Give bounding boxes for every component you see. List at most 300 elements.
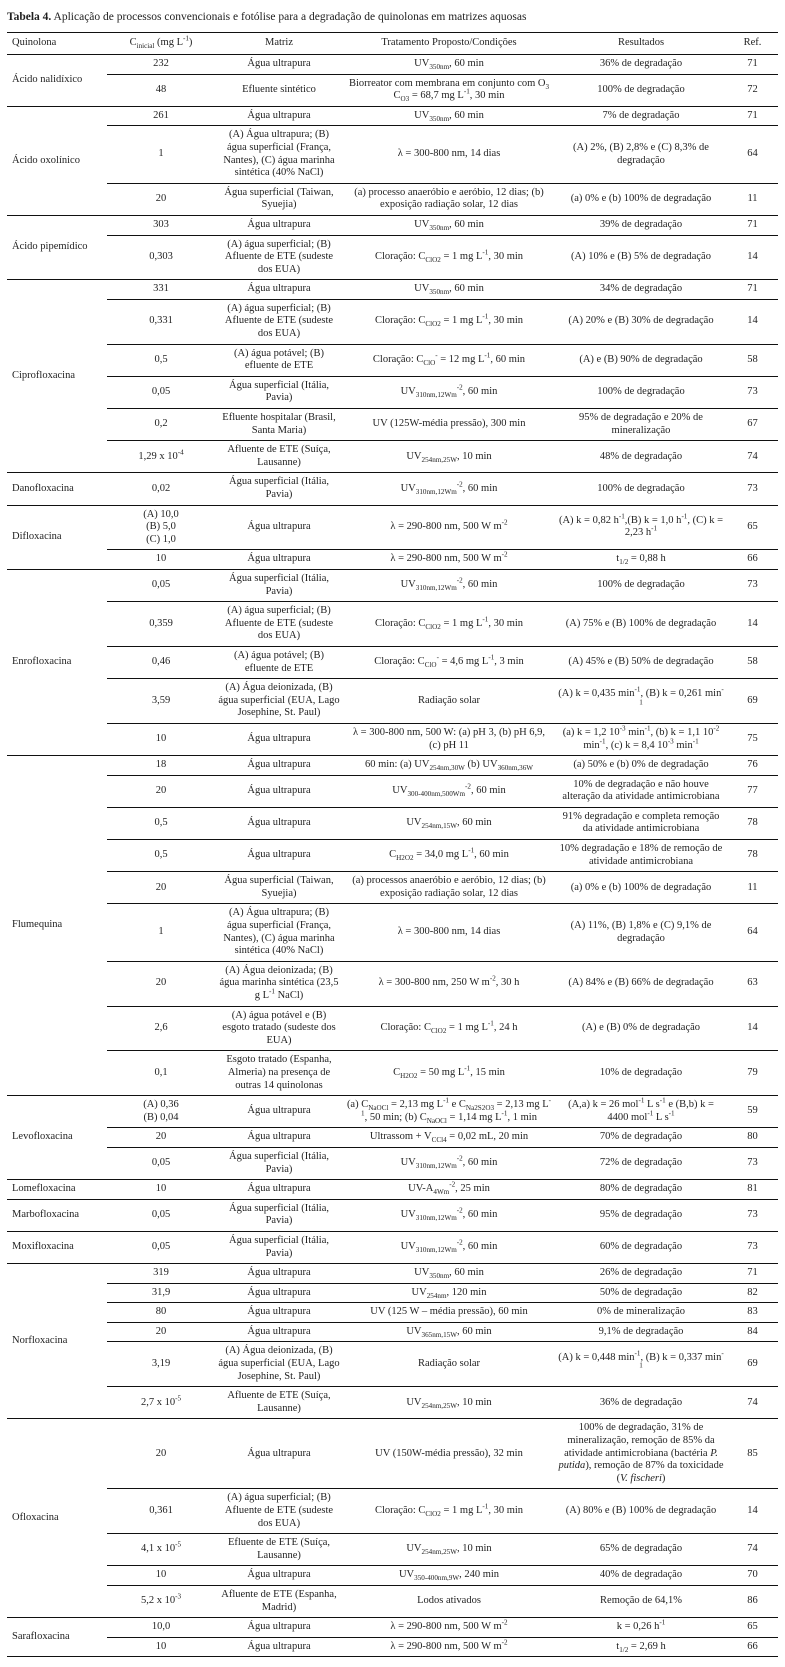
cell-tratamento: $UV_{310nm,12Wm}^{-2}$, 60 min (343, 1199, 555, 1231)
table-row (7, 569, 778, 601)
cell-quinolona: Enrofloxacina (7, 569, 107, 755)
cell-resultados: (A) 2%, (B) 2,8% e (C) 8,3% de degradação (555, 126, 727, 183)
cell-matriz: (A) Água deionizada, (B) água superficial (EUA, Lago Josephine, St. Paul) (215, 679, 343, 724)
cell-resultados: 100% de degradação (555, 473, 727, 505)
cell-resultados: 0% de mineralização (555, 1303, 727, 1323)
table-row (7, 376, 778, 408)
cell-resultados: (A) 80% e (B) 100% de degradação (555, 1489, 727, 1534)
cell-c-inicial: 20 (107, 1128, 215, 1148)
cell-c-inicial: 0,46 (107, 646, 215, 678)
cell-ref: 70 (727, 1566, 778, 1586)
table-row (7, 1419, 778, 1489)
cell-resultados: (a) k = 1,2 $10^{-3}$ $\min^{-1}$, (b) k = 1,1 $10^{-2}$ $\min^{-1}$, (c) k = 8,4 $10^{-3}$ $\min^{-1}$ (555, 723, 727, 755)
table-row (7, 1342, 778, 1387)
table-row (7, 646, 778, 678)
cell-resultados: 100% de degradação (555, 569, 727, 601)
cell-tratamento: λ = 290-800 nm, 500 W $m^{-2}$ (343, 505, 555, 550)
cell-c-inicial: 0,05 (107, 1199, 215, 1231)
cell-resultados: 9,1% de degradação (555, 1322, 727, 1342)
cell-quinolona: Sarafloxacina (7, 1618, 107, 1657)
cell-tratamento: Radiação solar (343, 1342, 555, 1387)
cell-matriz: Água superficial (Itália, Pavia) (215, 473, 343, 505)
cell-ref: 65 (727, 505, 778, 550)
cell-matriz: (A) água superficial; (B) Afluente de ETE (sudeste dos EUA) (215, 1489, 343, 1534)
cell-ref: 77 (727, 775, 778, 807)
table-row (7, 473, 778, 505)
table-row (7, 1637, 778, 1657)
cell-tratamento: Cloração: $C_{ClO2} = 1$ mg $L^{-1}$, 30 min (343, 602, 555, 647)
cell-ref: 65 (727, 1618, 778, 1638)
cell-tratamento: $UV_{350nm}$, 60 min (343, 1264, 555, 1284)
cell-c-inicial: 0,05 (107, 376, 215, 408)
cell-ref: 81 (727, 1180, 778, 1200)
cell-matriz: Água ultrapura (215, 106, 343, 126)
cell-ref: 78 (727, 807, 778, 839)
table-body (7, 54, 778, 1656)
cell-resultados: Remoção de 64,1% (555, 1585, 727, 1617)
cell-tratamento: UV (125W-média pressão), 300 min (343, 409, 555, 441)
cell-tratamento: Cloração: $C_{ClO}^- = 4,6$ mg $L^{-1}$, 3 min (343, 646, 555, 678)
cell-tratamento: $UV_{350nm}$, 60 min (343, 106, 555, 126)
table-row (7, 1585, 778, 1617)
cell-c-inicial: 20 (107, 1322, 215, 1342)
table-row (7, 183, 778, 215)
cell-tratamento: λ = 290-800 nm, 500 W $m^{-2}$ (343, 1618, 555, 1638)
cell-matriz: Água ultrapura (215, 1180, 343, 1200)
cell-c-inicial: 232 (107, 54, 215, 74)
cell-matriz: Água superficial (Itália, Pavia) (215, 376, 343, 408)
cell-resultados: 7% de degradação (555, 106, 727, 126)
cell-tratamento: Cloração: $C_{ClO2} = 1$ mg $L^{-1}$, 24 h (343, 1006, 555, 1051)
table-row (7, 74, 778, 106)
cell-c-inicial: 10 (107, 1566, 215, 1586)
cell-tratamento: $UV_{310nm,12Wm}^{-2}$, 60 min (343, 1231, 555, 1263)
cell-matriz: Água superficial (Itália, Pavia) (215, 1199, 343, 1231)
cell-matriz: Afluente de ETE (Suíça, Lausanne) (215, 1387, 343, 1419)
cell-matriz: Água ultrapura (215, 807, 343, 839)
cell-c-inicial: 10 (107, 1637, 215, 1657)
cell-matriz: Água ultrapura (215, 1322, 343, 1342)
cell-resultados: 95% de degradação e 20% de mineralização (555, 409, 727, 441)
table-row (7, 1566, 778, 1586)
table-row (7, 126, 778, 183)
cell-matriz: Água ultrapura (215, 775, 343, 807)
cell-tratamento: Ultrassom + $V_{CCl4} = 0,02$ mL, 20 min (343, 1128, 555, 1148)
cell-tratamento: (a) $C_{NaOCl} = 2,13$ mg $L^{-1}$ e $C_{Na2S2O3} = 2,13$ mg $L^{-1}$, 50 min; (b) $C_{NaOCl} = 1,14$ mg $L^{-1}$, 1 min (343, 1096, 555, 1128)
cell-ref: 83 (727, 1303, 778, 1323)
table-row (7, 1264, 778, 1284)
cell-c-inicial: 0,5 (107, 807, 215, 839)
table-row (7, 106, 778, 126)
cell-c-inicial: 10 (107, 1180, 215, 1200)
table-row (7, 807, 778, 839)
cell-resultados: 70% de degradação (555, 1128, 727, 1148)
cell-quinolona: Ácido oxolínico (7, 106, 107, 215)
cell-tratamento: λ = 300-800 nm, 500 W: (a) pH 3, (b) pH 6,9, (c) pH 11 (343, 723, 555, 755)
cell-tratamento: $UV-A_{4Wm}^{-2}$, 25 min (343, 1180, 555, 1200)
cell-matriz: (A) água potável; (B) efluente de ETE (215, 344, 343, 376)
table-row (7, 235, 778, 280)
table-row (7, 775, 778, 807)
cell-c-inicial: 48 (107, 74, 215, 106)
cell-c-inicial: 0,359 (107, 602, 215, 647)
cell-ref: 73 (727, 473, 778, 505)
cell-matriz: Água ultrapura (215, 1264, 343, 1284)
cell-tratamento: $UV_{254nm,25W}$, 10 min (343, 441, 555, 473)
cell-tratamento: λ = 300-800 nm, 14 dias (343, 126, 555, 183)
cell-tratamento: λ = 290-800 nm, 500 W $m^{-2}$ (343, 550, 555, 570)
cell-c-inicial: 0,2 (107, 409, 215, 441)
table-row (7, 550, 778, 570)
header-tratamento: Tratamento Proposto/Condições (343, 33, 555, 55)
cell-c-inicial: 3,19 (107, 1342, 215, 1387)
cell-resultados: 91% degradação e completa remoção da atividade antimicrobiana (555, 807, 727, 839)
cell-resultados: (A) e (B) 0% de degradação (555, 1006, 727, 1051)
cell-matriz: (A) Água ultrapura; (B) água superficial (França, Nantes), (C) água marinha sintética (40% NaCl) (215, 126, 343, 183)
cell-c-inicial: 0,02 (107, 473, 215, 505)
cell-ref: 79 (727, 1051, 778, 1096)
cell-tratamento: UV (150W-média pressão), 32 min (343, 1419, 555, 1489)
cell-matriz: Água ultrapura (215, 215, 343, 235)
cell-resultados: 36% de degradação (555, 54, 727, 74)
cell-c-inicial: 0,331 (107, 299, 215, 344)
cell-quinolona: Ácido nalidíxico (7, 54, 107, 106)
table-row (7, 215, 778, 235)
cell-tratamento: 60 min: (a) $UV_{254nm,30W}$ (b) $UV_{360nm,36W}$ (343, 756, 555, 776)
cell-resultados: 34% de degradação (555, 280, 727, 300)
cell-matriz: Água ultrapura (215, 1283, 343, 1303)
cell-ref: 14 (727, 235, 778, 280)
cell-quinolona: Moxifloxacina (7, 1231, 107, 1263)
cell-c-inicial: 319 (107, 1264, 215, 1284)
cell-c-inicial: (A) 0,36 (B) 0,04 (107, 1096, 215, 1128)
cell-tratamento: Cloração: $C_{ClO}^- = 12$ mg $L^{-1}$, 60 min (343, 344, 555, 376)
table-row (7, 679, 778, 724)
cell-resultados: 36% de degradação (555, 1387, 727, 1419)
table-row (7, 299, 778, 344)
cell-quinolona: Ciprofloxacina (7, 280, 107, 473)
cell-c-inicial: 0,303 (107, 235, 215, 280)
cell-matriz: (A) Água ultrapura; (B) água superficial (França, Nantes), (C) água marinha sintética (40% NaCl) (215, 904, 343, 961)
cell-c-inicial: (A) 10,0 (B) 5,0 (C) 1,0 (107, 505, 215, 550)
cell-matriz: Água ultrapura (215, 280, 343, 300)
cell-tratamento: $UV_{254nm}$, 120 min (343, 1283, 555, 1303)
cell-ref: 76 (727, 756, 778, 776)
table-row (7, 505, 778, 550)
cell-ref: 69 (727, 679, 778, 724)
cell-quinolona: Ofloxacina (7, 1419, 107, 1618)
cell-ref: 11 (727, 183, 778, 215)
cell-tratamento: Cloração: $C_{ClO2} = 1$ mg $L^{-1}$, 30 min (343, 1489, 555, 1534)
cell-tratamento: Radiação solar (343, 679, 555, 724)
cell-resultados: (a) 0% e (b) 100% de degradação (555, 183, 727, 215)
cell-ref: 11 (727, 872, 778, 904)
cell-c-inicial: 5,2 x $10^{-3}$ (107, 1585, 215, 1617)
cell-resultados: (A) k = 0,82 $h^{-1},(B) k = 1,0$ $h^{-1}$, (C) k = 2,23 $h^{-1}$ (555, 505, 727, 550)
table-row (7, 1006, 778, 1051)
cell-c-inicial: 1 (107, 904, 215, 961)
cell-resultados: (A) 10% e (B) 5% de degradação (555, 235, 727, 280)
table-row (7, 1180, 778, 1200)
cell-ref: 75 (727, 723, 778, 755)
header-row (7, 33, 778, 55)
cell-ref: 80 (727, 1128, 778, 1148)
cell-matriz: Água ultrapura (215, 840, 343, 872)
table-row (7, 840, 778, 872)
cell-c-inicial: 261 (107, 106, 215, 126)
cell-tratamento: $UV_{300-400nm,500Wm}^{-2}$, 60 min (343, 775, 555, 807)
cell-c-inicial: 3,59 (107, 679, 215, 724)
cell-matriz: Água ultrapura (215, 756, 343, 776)
cell-resultados: 39% de degradação (555, 215, 727, 235)
cell-matriz: Efluente de ETE (Suíça, Lausanne) (215, 1534, 343, 1566)
cell-tratamento: $UV_{350-400nm,9W}$, 240 min (343, 1566, 555, 1586)
cell-resultados: 10% de degradação e não houve alteração da atividade antimicrobiana (555, 775, 727, 807)
cell-c-inicial: 20 (107, 183, 215, 215)
cell-tratamento: $C_{H2O2} = 34,0$ mg $L^{-1}$, 60 min (343, 840, 555, 872)
cell-matriz: Água ultrapura (215, 1566, 343, 1586)
table-row (7, 1231, 778, 1263)
cell-c-inicial: 0,05 (107, 1147, 215, 1179)
cell-tratamento: Biorreator com membrana em conjunto com $O_3$ $C_{O3} = 68,7$ mg $L^{-1}$, 30 min (343, 74, 555, 106)
cell-matriz: Água ultrapura (215, 1419, 343, 1489)
cell-matriz: Água superficial (Itália, Pavia) (215, 1147, 343, 1179)
cell-quinolona: Lomefloxacina (7, 1180, 107, 1200)
cell-tratamento: $UV_{254nm,25W}$, 10 min (343, 1387, 555, 1419)
cell-resultados: (A) e (B) 90% de degradação (555, 344, 727, 376)
table-row (7, 1387, 778, 1419)
cell-ref: 14 (727, 299, 778, 344)
table-row (7, 441, 778, 473)
cell-matriz: (A) água superficial; (B) Afluente de ETE (sudeste dos EUA) (215, 602, 343, 647)
cell-resultados: (A) 20% e (B) 30% de degradação (555, 299, 727, 344)
cell-matriz: Água superficial (Itália, Pavia) (215, 1231, 343, 1263)
cell-matriz: Água ultrapura (215, 1128, 343, 1148)
cell-quinolona: Marbofloxacina (7, 1199, 107, 1231)
cell-resultados: 100% de degradação, 31% de mineralização, remoção de 85% da atividade antimicrobiana (bactéria P. putida), remoção de 87% da toxicidade (V. fischeri) (555, 1419, 727, 1489)
cell-ref: 59 (727, 1096, 778, 1128)
cell-c-inicial: 0,5 (107, 840, 215, 872)
cell-quinolona: Flumequina (7, 756, 107, 1096)
cell-tratamento: $UV_{350nm}$, 60 min (343, 54, 555, 74)
cell-resultados: 50% de degradação (555, 1283, 727, 1303)
cell-quinolona: Ácido pipemídico (7, 215, 107, 279)
cell-matriz: Água ultrapura (215, 505, 343, 550)
cell-ref: 78 (727, 840, 778, 872)
cell-c-inicial: 10 (107, 723, 215, 755)
cell-c-inicial: 18 (107, 756, 215, 776)
cell-tratamento: $C_{H2O2} = 50$ mg $L^{-1}$, 15 min (343, 1051, 555, 1096)
table-caption-text: Aplicação de processos convencionais e fotólise para a degradação de quinolonas em matrizes aquosas (51, 11, 527, 23)
cell-tratamento: $UV_{310nm,12Wm}^{-2}$, 60 min (343, 569, 555, 601)
table-caption (7, 10, 778, 24)
table-row (7, 1199, 778, 1231)
table-row (7, 1618, 778, 1638)
cell-matriz: Água ultrapura (215, 723, 343, 755)
cell-resultados: (A,a) k = 26 mol$^{-1}$ L $s^{-1}$ e (B,b) k = 4400 mol$^{-1}$ L $s^{-1}$ (555, 1096, 727, 1128)
cell-ref: 73 (727, 1231, 778, 1263)
cell-ref: 58 (727, 344, 778, 376)
cell-matriz: Água superficial (Taiwan, Syuejia) (215, 872, 343, 904)
cell-resultados: $t_{1/2} = 0,88$ h (555, 550, 727, 570)
cell-c-inicial: 0,361 (107, 1489, 215, 1534)
cell-c-inicial: 20 (107, 775, 215, 807)
cell-matriz: Água superficial (Itália, Pavia) (215, 569, 343, 601)
cell-resultados: (A) 45% e (B) 50% de degradação (555, 646, 727, 678)
cell-matriz: Afluente de ETE (Espanha, Madrid) (215, 1585, 343, 1617)
cell-resultados: 26% de degradação (555, 1264, 727, 1284)
cell-matriz: Efluente hospitalar (Brasil, Santa Maria) (215, 409, 343, 441)
cell-ref: 67 (727, 409, 778, 441)
cell-resultados: 40% de degradação (555, 1566, 727, 1586)
cell-tratamento: λ = 300-800 nm, 14 dias (343, 904, 555, 961)
cell-c-inicial: 2,7 x $10^{-5}$ (107, 1387, 215, 1419)
cell-ref: 14 (727, 1489, 778, 1534)
cell-matriz: Água ultrapura (215, 1096, 343, 1128)
cell-resultados: 65% de degradação (555, 1534, 727, 1566)
cell-tratamento: (a) processos anaeróbio e aeróbio, 12 dias; (b) exposição radiação solar, 12 dias (343, 872, 555, 904)
table-row (7, 409, 778, 441)
cell-resultados: (a) 50% e (b) 0% de degradação (555, 756, 727, 776)
cell-c-inicial: 4,1 x $10^{-5}$ (107, 1534, 215, 1566)
cell-c-inicial: 10,0 (107, 1618, 215, 1638)
cell-tratamento: $UV_{310nm,12Wm}^{-2}$, 60 min (343, 473, 555, 505)
cell-resultados: (a) 0% e (b) 100% de degradação (555, 872, 727, 904)
cell-ref: 69 (727, 1342, 778, 1387)
cell-matriz: Água ultrapura (215, 1618, 343, 1638)
cell-resultados: (A) 84% e (B) 66% de degradação (555, 961, 727, 1006)
table-row (7, 961, 778, 1006)
table-row (7, 344, 778, 376)
cell-tratamento: $UV_{310nm,12Wm}^{-2}$, 60 min (343, 376, 555, 408)
cell-resultados: 10% de degradação (555, 1051, 727, 1096)
cell-resultados: 100% de degradação (555, 74, 727, 106)
cell-ref: 84 (727, 1322, 778, 1342)
cell-tratamento: Cloração: $C_{ClO2} = 1$ mg $L^{-1}$, 30 min (343, 299, 555, 344)
table-row (7, 54, 778, 74)
cell-ref: 73 (727, 1199, 778, 1231)
cell-matriz: (A) água potável; (B) efluente de ETE (215, 646, 343, 678)
cell-ref: 58 (727, 646, 778, 678)
table-row (7, 1128, 778, 1148)
cell-ref: 66 (727, 550, 778, 570)
cell-c-inicial: 20 (107, 872, 215, 904)
table-row (7, 280, 778, 300)
cell-c-inicial: 0,5 (107, 344, 215, 376)
table-row (7, 1489, 778, 1534)
table-header (7, 33, 778, 55)
cell-tratamento: $UV_{310nm,12Wm}^{-2}$, 60 min (343, 1147, 555, 1179)
cell-ref: 82 (727, 1283, 778, 1303)
cell-ref: 86 (727, 1585, 778, 1617)
cell-resultados: 95% de degradação (555, 1199, 727, 1231)
cell-resultados: 10% degradação e 18% de remoção de atividade antimicrobiana (555, 840, 727, 872)
cell-resultados: k = 0,26 $h^{-1}$ (555, 1618, 727, 1638)
table-caption-label: Tabela 4. (7, 11, 52, 23)
cell-c-inicial: 331 (107, 280, 215, 300)
cell-c-inicial: 10 (107, 550, 215, 570)
cell-ref: 64 (727, 904, 778, 961)
cell-ref: 66 (727, 1637, 778, 1657)
cell-c-inicial: 31,9 (107, 1283, 215, 1303)
table-row (7, 602, 778, 647)
table-row (7, 872, 778, 904)
cell-resultados: 48% de degradação (555, 441, 727, 473)
cell-matriz: Água superficial (Taiwan, Syuejia) (215, 183, 343, 215)
table-row (7, 1096, 778, 1128)
cell-tratamento: Lodos ativados (343, 1585, 555, 1617)
cell-resultados: (A) k = 0,435 $\min^{-1}$, (B) k = 0,261 $\min^{-1}$ (555, 679, 727, 724)
cell-c-inicial: 20 (107, 1419, 215, 1489)
cell-c-inicial: 80 (107, 1303, 215, 1323)
cell-ref: 73 (727, 1147, 778, 1179)
cell-matriz: Água ultrapura (215, 54, 343, 74)
cell-ref: 85 (727, 1419, 778, 1489)
cell-resultados: 80% de degradação (555, 1180, 727, 1200)
cell-ref: 64 (727, 126, 778, 183)
table-row (7, 904, 778, 961)
cell-matriz: Água ultrapura (215, 1303, 343, 1323)
cell-ref: 71 (727, 280, 778, 300)
cell-tratamento: Cloração: $C_{ClO2} = 1$ mg $L^{-1}$, 30 min (343, 235, 555, 280)
cell-tratamento: $UV_{350nm}$, 60 min (343, 215, 555, 235)
cell-c-inicial: 0,05 (107, 569, 215, 601)
header-resultados: Resultados (555, 33, 727, 55)
cell-c-inicial: 0,1 (107, 1051, 215, 1096)
cell-ref: 71 (727, 106, 778, 126)
cell-c-inicial: 0,05 (107, 1231, 215, 1263)
table-row (7, 1051, 778, 1096)
table-row (7, 1534, 778, 1566)
cell-c-inicial: 2,6 (107, 1006, 215, 1051)
cell-matriz: (A) água superficial; (B) Afluente de ETE (sudeste dos EUA) (215, 235, 343, 280)
header-c-inicial: $C_{inicial}$ (mg $L^{-1}$) (107, 33, 215, 55)
cell-quinolona: Norfloxacina (7, 1264, 107, 1419)
cell-tratamento: λ = 290-800 nm, 500 W $m^{-2}$ (343, 1637, 555, 1657)
cell-ref: 74 (727, 1534, 778, 1566)
cell-matriz: Esgoto tratado (Espanha, Almeria) na presença de outras 14 quinolonas (215, 1051, 343, 1096)
cell-resultados: 100% de degradação (555, 376, 727, 408)
table-row (7, 1283, 778, 1303)
cell-ref: 73 (727, 376, 778, 408)
cell-tratamento: $UV_{350nm}$, 60 min (343, 280, 555, 300)
table-row (7, 756, 778, 776)
cell-c-inicial: 20 (107, 961, 215, 1006)
cell-c-inicial: 303 (107, 215, 215, 235)
cell-ref: 72 (727, 74, 778, 106)
cell-tratamento: $UV_{365nm,15W}$, 60 min (343, 1322, 555, 1342)
cell-c-inicial: 1,29 x $10^{-4}$ (107, 441, 215, 473)
cell-quinolona: Danofloxacina (7, 473, 107, 505)
cell-tratamento: (a) processo anaeróbio e aeróbio, 12 dias; (b) exposição radiação solar, 12 dias (343, 183, 555, 215)
cell-matriz: (A) água superficial; (B) Afluente de ETE (sudeste dos EUA) (215, 299, 343, 344)
table-row (7, 1322, 778, 1342)
cell-tratamento: $UV_{254nm,15W}$, 60 min (343, 807, 555, 839)
cell-resultados: 60% de degradação (555, 1231, 727, 1263)
table-row (7, 723, 778, 755)
cell-resultados: (A) 75% e (B) 100% de degradação (555, 602, 727, 647)
cell-quinolona: Difloxacina (7, 505, 107, 569)
header-quinolona: Quinolona (7, 33, 107, 55)
table-row (7, 1303, 778, 1323)
cell-ref: 73 (727, 569, 778, 601)
cell-matriz: Água ultrapura (215, 550, 343, 570)
cell-ref: 71 (727, 54, 778, 74)
cell-matriz: (A) Água deionizada; (B) água marinha sintética (23,5 g $L^{-1}$ NaCl) (215, 961, 343, 1006)
cell-ref: 74 (727, 1387, 778, 1419)
cell-ref: 14 (727, 1006, 778, 1051)
cell-ref: 71 (727, 215, 778, 235)
